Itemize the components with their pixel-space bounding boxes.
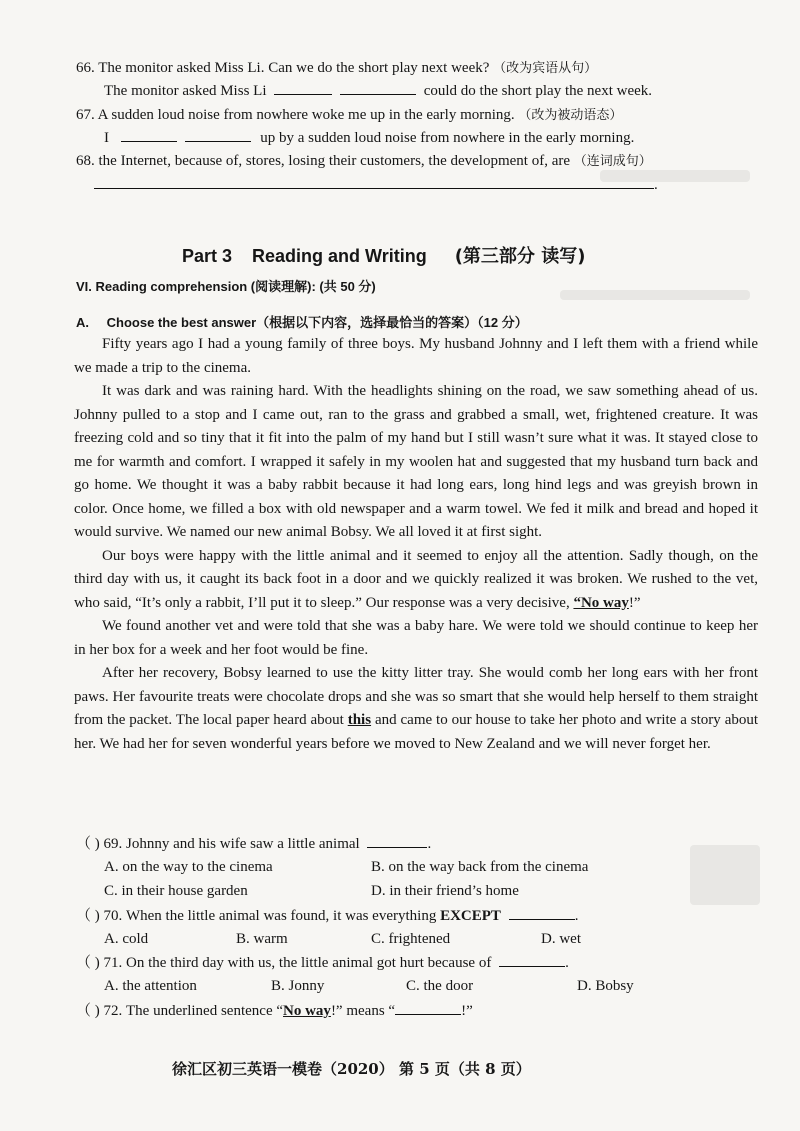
q69-option-a[interactable]: A. on the way to the cinema — [104, 859, 273, 875]
section-vi-heading: VI. Reading comprehension (阅读理解): (共 50 分) — [76, 279, 376, 294]
part3-heading — [182, 242, 585, 268]
bleed-through-mark — [560, 290, 750, 300]
q69-option-b[interactable]: B. on the way back from the cinema — [371, 859, 589, 875]
q68-instruction: （连词成句） — [573, 154, 652, 169]
q71-option-d[interactable]: D. Bobsy — [577, 978, 634, 994]
q66-prefix: The monitor asked Miss Li — [104, 83, 267, 99]
bleed-through-mark — [690, 845, 760, 905]
q67-line1 — [76, 105, 622, 126]
q71-period: . — [565, 955, 569, 971]
q71-text: （ ) 71. On the third day with us, the little animal got hurt because of — [76, 955, 492, 971]
q70-option-b[interactable]: B. warm — [236, 931, 288, 947]
q66-blank-2[interactable] — [340, 80, 416, 95]
q69-stem — [76, 833, 431, 854]
q68-answer-line — [94, 174, 658, 195]
q67-line2 — [104, 127, 634, 148]
q70-text: （ ) 70. When the little animal was found, it was everything — [76, 908, 437, 924]
passage-paragraph-2: It was dark and was raining hard. With the headlights shining on the road, we saw something ahead of us. Johnny pulled to a stop and I came out, ran to the grass and grabbed a small, wet, frightened creature. It was freezing cold and so tiny that it fit into the palm of my hand but I still wasn’t sure what it was. It stayed close to me for warmth and comfort. I wrapped it safely in my woolen hat and suggested that my husband turn back and go home. We thought it was a baby rabbit because it had long ears, long hind legs and was greyish brown in color. Once home, we filled a box with old newspaper and a warm towel. We fed it milk and bread and hoped it would survive. We named our new animal Bobsy. We all loved it at first sight. — [74, 383, 758, 540]
p5-text: After her recovery, Bobsy learned to use the kitty litter tray. She would comb her long ears with her front paws. Her favourite treats were chocolate drops and she was so smart that she would help herself to them straight from the packet. The local paper heard about — [74, 665, 758, 728]
q69-period: . — [427, 836, 432, 852]
q70-blank[interactable] — [509, 905, 575, 920]
q72-text: （ ) 72. The underlined sentence “ — [76, 1003, 284, 1019]
reading-passage — [74, 333, 758, 756]
passage-paragraph-4: We found another vet and were told that she was a baby hare. We were told we should continue to keep her in her box for a week and her foot would be fine. — [74, 618, 758, 658]
q66-suffix: could do the short play the next week. — [423, 83, 653, 99]
q71-blank[interactable] — [499, 952, 565, 967]
q71-stem — [76, 952, 569, 973]
underlined-this: this — [347, 712, 372, 728]
q70-period: . — [574, 908, 579, 924]
q66-text: 66. The monitor asked Miss Li. Can we do the short play next week? — [76, 60, 490, 76]
q72-text-2: !” means “ — [330, 1003, 396, 1019]
page-footer: 徐汇区初三英语一模卷（2020） 第 5 页（共 8 页） — [172, 1060, 531, 1078]
q71-option-c[interactable]: C. the door — [406, 978, 474, 994]
passage-paragraph-1: Fifty years ago I had a young family of three boys. My husband Johnny and I left them with a friend while we made a trip to the cinema. — [74, 336, 758, 376]
q71-option-b[interactable]: B. Jonny — [271, 978, 325, 994]
q68-period: . — [654, 177, 658, 193]
q66-instruction: （改为宾语从句） — [493, 61, 598, 76]
q67-text: 67. A sudden loud noise from nowhere woke me up in the early morning. — [76, 107, 515, 123]
q67-blank-1[interactable] — [121, 127, 177, 142]
section-a-label: A. — [76, 315, 89, 330]
passage-paragraph-3 — [74, 545, 758, 616]
p5-end: and came to our house to take her photo and write a story about her. We had her for seven wonderful years before we moved to New Zealand and we will never forget her. — [74, 712, 759, 752]
q70-option-c[interactable]: C. frightened — [371, 931, 451, 947]
underlined-no-way: “No way — [573, 594, 629, 611]
p3-text: Our boys were happy with the little animal and it seemed to enjoy all the attention. Sadly though, on the third day with us, it caught its back foot in a door and we quickly realized it was broken. We rushed to the vet, who said, “It’s only a rabbit, I’ll put it to sleep.” Our response was a very decisive, — [74, 547, 758, 611]
q72-underlined: No way — [283, 1003, 331, 1019]
q69-text: （ ) 69. Johnny and his wife saw a little animal — [76, 836, 360, 852]
q72-end: !” — [461, 1003, 473, 1019]
q70-option-d[interactable]: D. wet — [541, 931, 581, 947]
q67-instruction: （改为被动语态） — [518, 108, 623, 123]
q67-blank-2[interactable] — [185, 127, 251, 142]
q71-option-a[interactable]: A. the attention — [104, 978, 197, 994]
q69-option-c[interactable]: C. in their house garden — [104, 883, 248, 899]
q70-stem — [76, 905, 578, 926]
section-a-title: Choose the best answer（根据以下内容，选择最恰当的答案）（12 分） — [106, 315, 528, 330]
part3-title-cn: (第三部分 读写) — [454, 246, 586, 267]
q68-blank[interactable] — [94, 174, 654, 189]
q66-line2 — [104, 80, 652, 101]
q72-stem — [76, 1000, 473, 1021]
q68-line1 — [76, 151, 652, 172]
q69-blank[interactable] — [367, 833, 427, 848]
q70-option-a[interactable]: A. cold — [104, 931, 149, 947]
part3-title: Part 3 Reading and Writing — [182, 246, 427, 266]
section-a-heading — [76, 312, 528, 331]
q68-text: 68. the Internet, because of, stores, losing their customers, the development of, are — [76, 153, 571, 169]
q67-suffix: up by a sudden loud noise from nowhere in the early morning. — [260, 130, 635, 146]
q66-blank-1[interactable] — [274, 80, 332, 95]
q69-option-d[interactable]: D. in their friend’s home — [371, 883, 519, 899]
q70-except: EXCEPT — [440, 908, 501, 924]
passage-paragraph-5 — [74, 662, 758, 756]
p3-end: !” — [628, 594, 641, 611]
q66-line1 — [76, 58, 597, 79]
q72-blank[interactable] — [395, 1000, 461, 1015]
q67-prefix: I — [104, 130, 109, 146]
